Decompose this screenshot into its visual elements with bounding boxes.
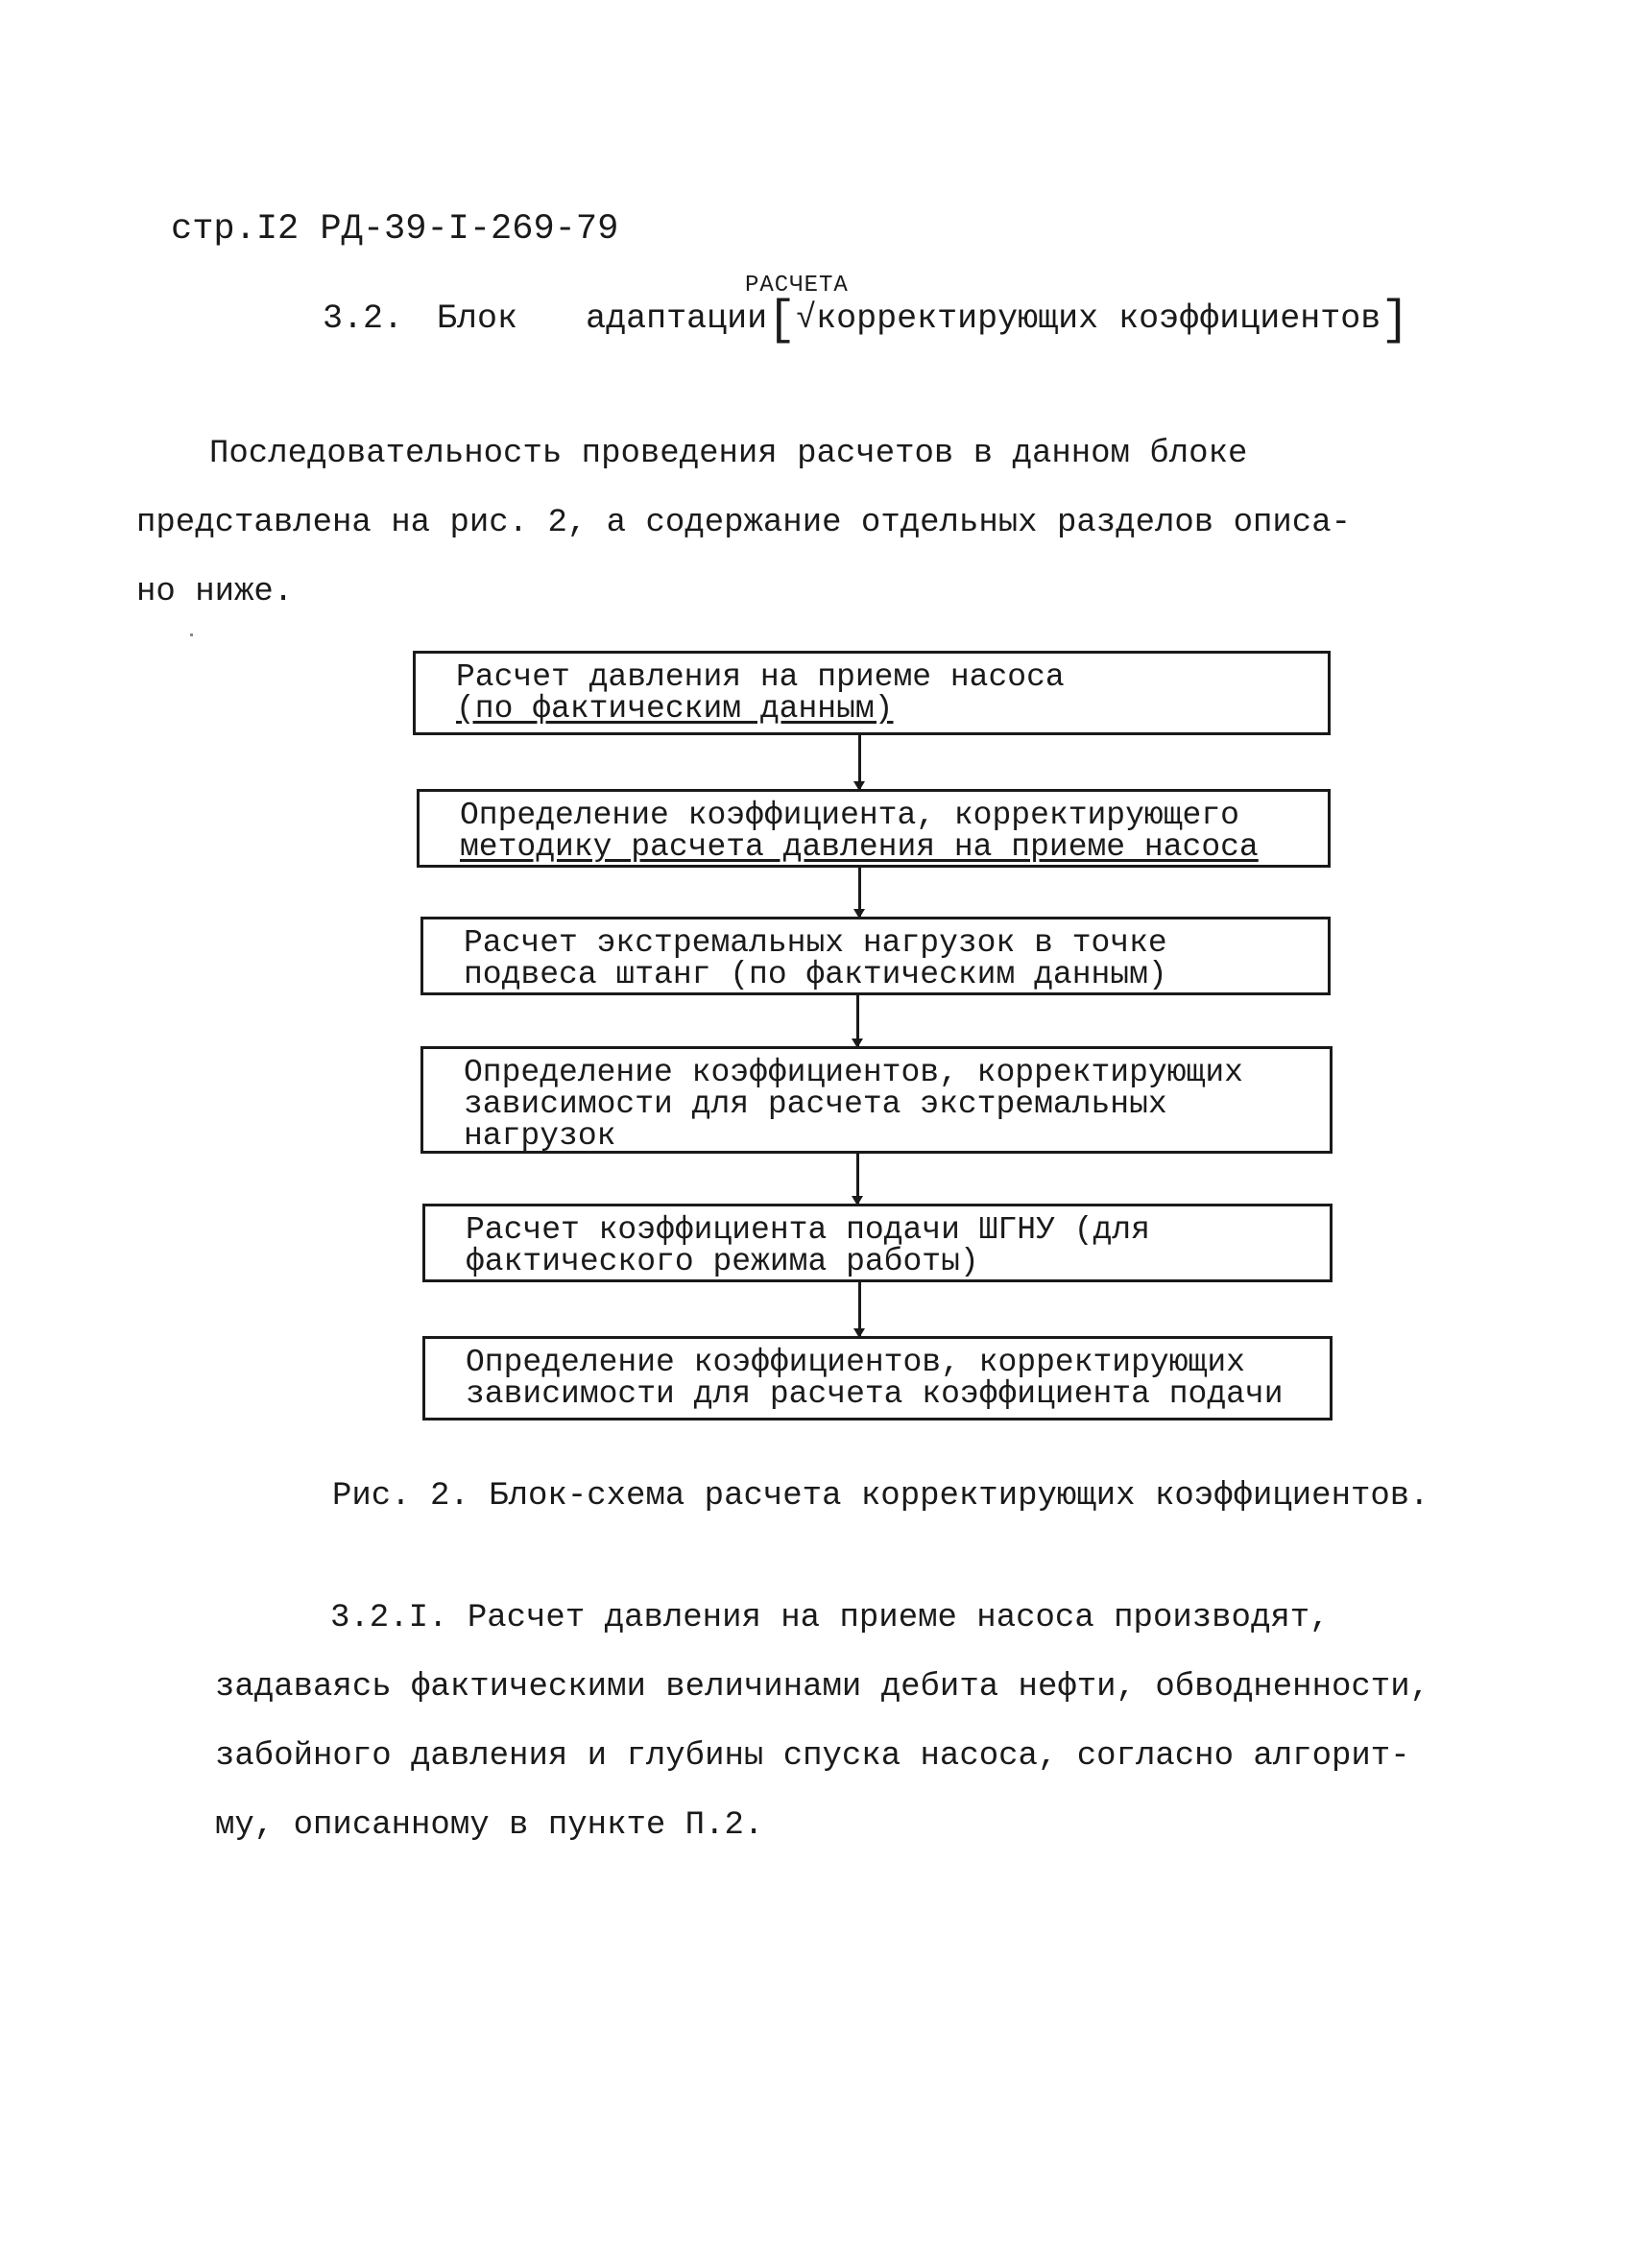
section-title-end: корректирующих коэффициентов	[816, 299, 1381, 338]
flow-box-6-line-1: Определение коэффициентов, корректирующих	[466, 1345, 1245, 1380]
flow-arrow-5	[858, 1282, 861, 1336]
flow-box-2	[417, 789, 1331, 868]
insert-bracket-close: ]	[1381, 294, 1410, 348]
flow-box-3-line-1: Расчет экстремальных нагрузок в точке	[464, 925, 1167, 961]
intro-line-1: Последовательность проведения расчетов в данном блоке	[209, 436, 1248, 472]
section-heading	[323, 273, 1410, 348]
flow-box-2-line-2: методику расчета давления на приеме насоса	[460, 829, 1259, 865]
page-header: стр.I2 РД-39-I-269-79	[171, 209, 619, 250]
flow-box-5-line-2: фактического режима работы)	[466, 1244, 979, 1279]
insert-mark: √	[796, 299, 817, 338]
subsection-line-2: задаваясь фактическими величинами дебита нефти, обводненности,	[215, 1669, 1430, 1706]
subsection-line-3: забойного давления и глубины спуска насоса, согласно алгорит-	[215, 1738, 1410, 1775]
scan-speck	[190, 633, 193, 636]
intro-line-2: представлена на рис. 2, а содержание отдельных разделов описа-	[136, 505, 1352, 541]
flow-box-1	[413, 651, 1331, 735]
flow-box-2-line-1: Определение коэффициента, корректирующего	[460, 798, 1239, 833]
flow-arrow-3	[856, 995, 859, 1046]
intro-paragraph	[136, 419, 1352, 627]
flow-box-4-line-1: Определение коэффициентов, корректирующих	[464, 1055, 1243, 1090]
flow-box-4-line-2: зависимости для расчета экстремальных	[464, 1086, 1167, 1122]
section-title-start: Блок	[437, 299, 518, 338]
subsection-line-4: му, описанному в пункте П.2.	[215, 1807, 764, 1844]
flow-box-1-line-2: (по фактическим данным)	[456, 691, 894, 727]
flow-arrow-1	[858, 735, 861, 789]
flow-box-1-line-1: Расчет давления на приеме насоса	[456, 659, 1065, 695]
flow-box-3-line-2: подвеса штанг (по фактическим данным)	[464, 957, 1167, 992]
flow-arrow-4	[856, 1154, 859, 1204]
flow-box-6	[422, 1336, 1333, 1420]
flow-box-6-line-2: зависимости для расчета коэффициента подачи	[466, 1376, 1284, 1412]
intro-line-3: но ниже.	[136, 574, 294, 610]
section-title-struck: адаптации	[586, 299, 768, 338]
flow-box-3	[420, 917, 1331, 995]
flow-box-5-line-1: Расчет коэффициента подачи ШГНУ (для	[466, 1212, 1150, 1248]
figure-caption: Рис. 2. Блок-схема расчета корректирующих коэффициентов.	[332, 1478, 1429, 1515]
subsection-line-1: 3.2.I. Расчет давления на приеме насоса производят,	[330, 1600, 1330, 1636]
insert-bracket-open: [	[767, 294, 797, 348]
handwritten-insert: РАСЧЕТА	[745, 273, 849, 298]
flow-box-5	[422, 1204, 1333, 1282]
section-number: 3.2.	[323, 299, 404, 338]
flow-box-4	[420, 1046, 1333, 1154]
subsection-paragraph	[215, 1584, 1430, 1860]
flow-box-4-line-3: нагрузок	[464, 1118, 616, 1154]
flow-arrow-2	[858, 868, 861, 917]
